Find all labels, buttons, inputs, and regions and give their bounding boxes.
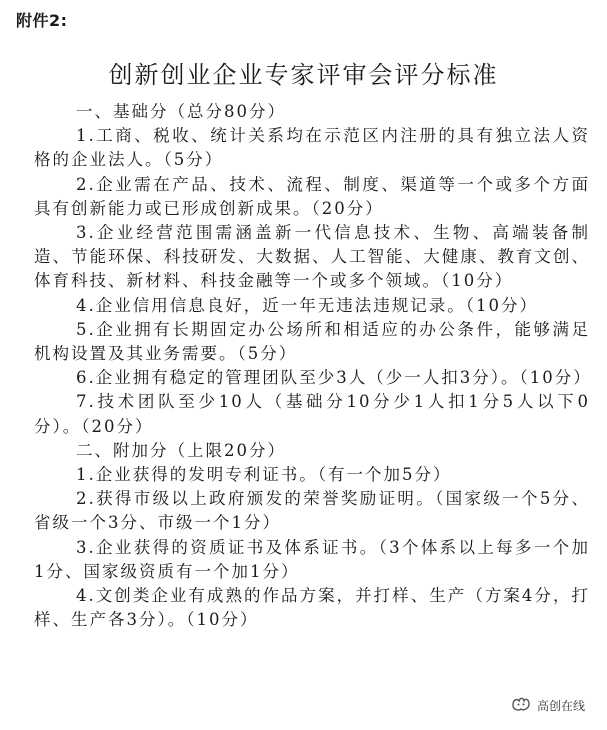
attachment-label: 附件2: bbox=[16, 11, 68, 30]
criterion-paragraph: 6.企业拥有稳定的管理团队至少3人（少一人扣3分）。（10分） bbox=[76, 368, 592, 388]
watermark-text: 高创在线 bbox=[536, 699, 585, 713]
criterion-paragraph: 7.技术团队至少10人（基础分10分少1人扣1分5人以下0分）。（20分） bbox=[34, 392, 590, 436]
criterion-paragraph: 4.文创类企业有成熟的作品方案，并打样、生产（方案4分，打样、生产各3分）。（10分） bbox=[34, 586, 590, 630]
criterion-paragraph: 1.企业获得的发明专利证书。（有一个加5分） bbox=[76, 465, 452, 485]
wechat-channel-icon bbox=[511, 695, 531, 716]
criterion-paragraph: 2.获得市级以上政府颁发的荣誉奖励证明。（国家级一个5分、省级一个3分、市级一个1分） bbox=[34, 489, 590, 533]
section-heading-basic: 一、基础分（总分80分） bbox=[76, 102, 286, 121]
document-title: 创新创业企业专家评审会评分标准 bbox=[108, 61, 499, 89]
criterion-paragraph: 2.企业需在产品、技术、流程、制度、渠道等一个或多个方面具有创新能力或已形成创新成果。（20分） bbox=[34, 174, 590, 218]
criterion-paragraph: 3.企业获得的资质证书及体系证书。（3个体系以上每多一个加1分、国家级资质有一个加1分） bbox=[34, 537, 590, 581]
section-heading-bonus: 二、附加分（上限20分） bbox=[76, 440, 286, 460]
criterion-paragraph: 4.企业信用信息良好，近一年无违法违规记录。（10分） bbox=[76, 295, 538, 315]
criterion-paragraph: 5.企业拥有长期固定办公场所和相适应的办公条件，能够满足机构设置及其业务需要。（5分） bbox=[34, 319, 590, 364]
criterion-paragraph: 1.工商、税收、统计关系均在示范区内注册的具有独立法人资格的企业法人。（5分） bbox=[34, 126, 590, 170]
watermark bbox=[511, 695, 585, 716]
criterion-paragraph: 3.企业经营范围需涵盖新一代信息技术、生物、高端装备制造、节能环保、科技研发、大数据、人工智能、大健康、教育文创、体育科技、新材料、科技金融等一个或多个领域。（10分） bbox=[34, 223, 590, 291]
document-body bbox=[34, 100, 590, 632]
